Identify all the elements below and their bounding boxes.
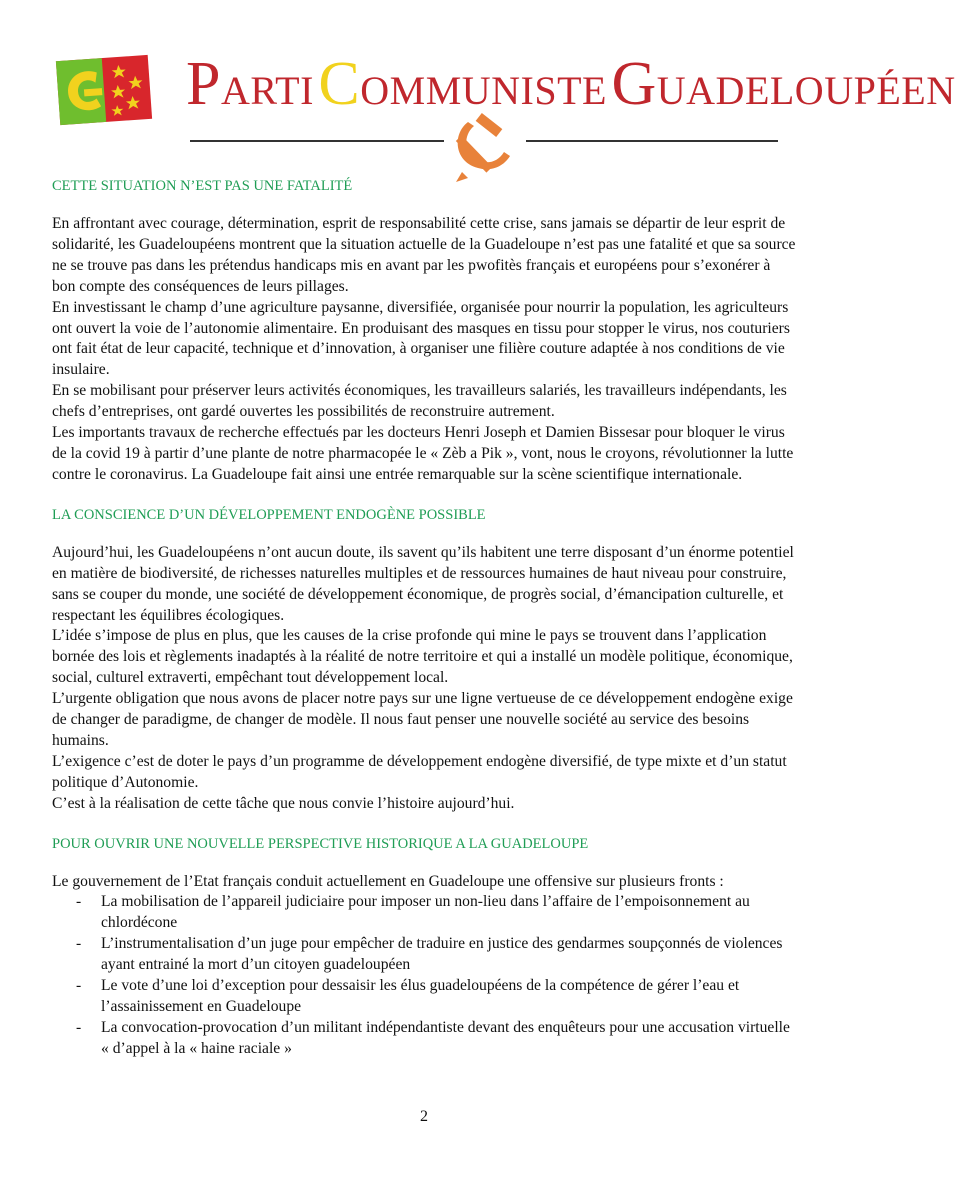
bullet-list — [52, 892, 797, 1059]
bullet-dash: - — [76, 935, 82, 953]
header-rule-left — [190, 140, 444, 142]
document-body — [52, 176, 797, 1060]
bullet-dash: - — [76, 977, 82, 995]
title-rest-p: ARTI — [220, 68, 314, 113]
list-item — [52, 892, 797, 934]
title-initial-p: P — [186, 50, 221, 118]
paragraph: L’idée s’impose de plus en plus, que les causes de la crise profonde qui mine le pays se trouvent dans l’application bornée des lois et règlements inadaptés à la réalité de notre territoire et qui a installé un modèle politique, économique, social, culturel extraverti, empêchant tout développement local. — [52, 627, 793, 687]
list-item-text: La convocation-provocation d’un militant indépendantiste devant des enquêteurs pour une accusation virtuelle « d’appel à la « haine raciale » — [101, 1018, 790, 1057]
hammer-sickle-icon — [448, 112, 516, 184]
section-heading: POUR OUVRIR UNE NOUVELLE PERSPECTIVE HISTORIQUE A LA GUADELOUPE — [52, 835, 589, 852]
paragraph: L’urgente obligation que nous avons de placer notre pays sur une ligne vertueuse de ce développement endogène exige de changer de paradigme, de changer de modèle. Il nous faut penser une nouvelle société au service des besoins humains. — [52, 690, 793, 749]
list-item — [52, 976, 797, 1018]
list-item-text: La mobilisation de l’appareil judiciaire pour imposer un non-lieu dans l’affaire de l’empoisonnement au chlordécone — [101, 893, 750, 932]
title-rest-g: UADELOUPÉEN — [656, 68, 956, 113]
page-number: 2 — [420, 1108, 428, 1125]
list-item-text: Le vote d’une loi d’exception pour dessaisir les élus guadeloupéens de la compétence de gérer l’eau et l’assainissement en Guadeloupe — [101, 977, 740, 1015]
section-heading: CETTE SITUATION N’EST PAS UNE FATALITÉ — [52, 178, 353, 194]
bullet-dash: - — [76, 1018, 82, 1036]
header-rule-right — [526, 140, 778, 142]
list-item — [52, 934, 797, 976]
section-heading: LA CONSCIENCE D’UN DÉVELOPPEMENT ENDOGÈNE POSSIBLE — [52, 506, 486, 523]
paragraph: L’exigence c’est de doter le pays d’un programme de développement endogène diversifié, de type mixte et d’un statut politique d’Autonomie. — [52, 752, 787, 791]
title-rest-c: OMMUNISTE — [360, 68, 607, 113]
list-item-text: L’instrumentalisation d’un juge pour empêcher de traduire en justice des gendarmes soupçonnés de violences ayant entrainé la mort d’un citoyen guadeloupéen — [101, 935, 783, 974]
paragraph: En se mobilisant pour préserver leurs activités économiques, les travailleurs salariés, les travailleurs indépendants, les chefs d’entreprises, ont gardé ouvertes les possibilités de reconstruire autrement. — [52, 382, 787, 421]
title-initial-c: C — [318, 50, 361, 118]
paragraph: En investissant le champ d’une agriculture paysanne, diversifiée, organisée pour nourrir la population, les agriculteurs ont ouvert la voie de l’autonomie alimentaire. En produisant des masques en tissu pour stopper le virus, nos couturiers ont fait état de leur capacité, technique et d’innovation, à organiser une filière couture adaptée à nos conditions de vie insulaire. — [52, 298, 790, 379]
party-logo — [54, 52, 154, 128]
paragraph: Les importants travaux de recherche effectués par les docteurs Henri Joseph et Damien Bissesar pour bloquer le virus de la covid 19 à partir d’une plante de notre pharmacopée le « Zèb a Pik », vont, nous le croyons, révolutionner la lutte contre le coronavirus. La Guadeloupe fait ainsi une entrée remarquable sur la scène scientifique internationale. — [52, 424, 794, 483]
paragraph: En affrontant avec courage, détermination, esprit de responsabilité cette crise, sans jamais se départir de leur esprit de solidarité, les Guadeloupéens montrent que la situation actuelle de la Guadeloupe n’est pas une fatalité et que sa source ne se trouve pas dans les prétendus handicaps mis en avant par les pwofitès français et européens pour s’exonérer à bon compte des conséquences de leurs pillages. — [52, 215, 796, 295]
paragraph: Le gouvernement de l’Etat français conduit actuellement en Guadeloupe une offensive sur plusieurs fronts : — [52, 872, 724, 890]
bullet-dash: - — [76, 893, 82, 911]
list-item — [52, 1018, 797, 1060]
paragraph: Aujourd’hui, les Guadeloupéens n’ont aucun doute, ils savent qu’ils habitent une terre disposant d’un énorme potentiel en matière de biodiversité, de richesses naturelles multiples et de ressources humaines de haut niveau pour construire, sans se couper du monde, une société de développement économique, de progrès social, d’émancipation culturelle, et respectant les équilibres écologiques. — [52, 543, 794, 624]
title-initial-g: G — [611, 50, 657, 118]
paragraph: C’est à la réalisation de cette tâche que nous convie l’histoire aujourd’hui. — [52, 794, 515, 812]
